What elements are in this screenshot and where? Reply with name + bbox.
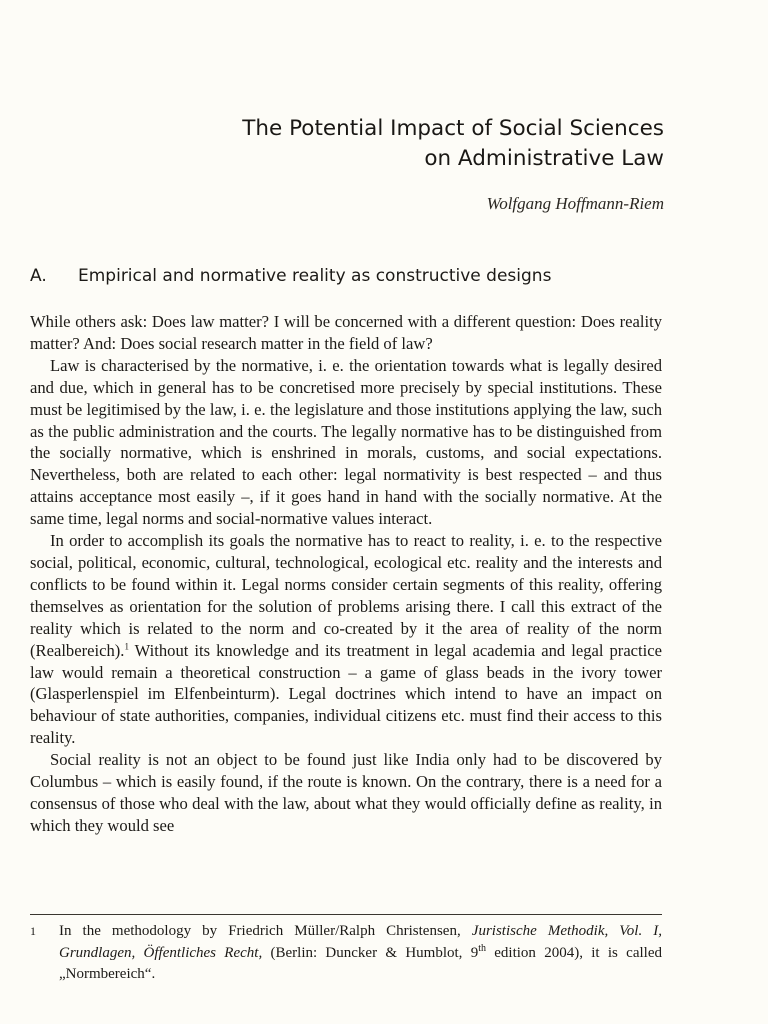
paragraph-4: Social reality is not an object to be found just like India only had to be discovered by Columbus – which is easily found, if the route is known. On the contrary, there is a need for a consensus of those who deal with the law, about what they would officially define as reality, in which they would see bbox=[30, 750, 662, 835]
section-heading bbox=[30, 264, 670, 288]
paragraph-3 bbox=[30, 530, 662, 749]
footnote-text-part-3: edition 2004), it is called „Normbereich“. bbox=[59, 944, 662, 982]
paragraph-2: Law is characterised by the normative, i. e. the orientation towards what is legally desired and due, which in general has to be concretised more precisely by special institutions. These must be legitimised by the law, i. e. the legislature and those institutions applying the law, such as the public administration and the courts. The legally normative has to be distinguished from the socially normative, which is enshrined in morals, customs, and social expectations. Nevertheless, both are related to each other: legal normativity is best respected – and thus attains acceptance most easily –, if it goes hand in hand with the socially normative. At the same time, legal norms and social-normative values interact. bbox=[30, 355, 662, 529]
footnote-text-part-1: In the methodology by Friedrich Müller/Ralph Christensen, bbox=[59, 923, 472, 939]
footnote-text bbox=[59, 921, 662, 986]
footnote-number: 1 bbox=[30, 924, 36, 938]
article-title-line-1: The Potential Impact of Social Sciences bbox=[242, 116, 664, 141]
paragraph-3-part-1: In order to accomplish its goals the normative has to react to reality, i. e. to the respective social, political, economic, cultural, technological, ecological etc. reality and the interests and conflicts to be found within it. Legal norms consider certain segments of this reality, offering themselves as orientation for the solution of problems arising there. I call this extract of the reality which is related to the norm and co-created by it the area of reality of the norm (Realbereich). bbox=[30, 531, 662, 660]
article-title bbox=[242, 114, 664, 174]
paragraph-1: While others ask: Does law matter? I will be concerned with a different question: Does reality matter? And: Does social research matter in the field of law? bbox=[30, 312, 662, 353]
footnote-edition-superscript: th bbox=[478, 942, 486, 954]
article-title-line-2: on Administrative Law bbox=[424, 146, 664, 171]
footnote-book-title: Juristische Methodik, Vol. I, Grundlagen, Öffentliches Recht, bbox=[59, 923, 663, 961]
body-text bbox=[30, 311, 662, 837]
paragraph-3-part-2: Without its knowledge and its treatment in legal academia and legal practice law would remain a theoretical construction – a game of glass beads in the ivory tower (Glasperlenspiel im Elfenbeinturm). Legal doctrines which intend to have an impact on behaviour of state authorities, companies, individual citizens etc. must find their access to this reality. bbox=[30, 640, 662, 748]
author-name: Wolfgang Hoffmann-Riem bbox=[486, 194, 664, 213]
section-letter: A. bbox=[30, 266, 47, 286]
footnote-1 bbox=[30, 921, 662, 986]
footnote-reference-1[interactable]: 1 bbox=[124, 641, 129, 652]
section-heading-text: Empirical and normative reality as constructive designs bbox=[78, 266, 552, 286]
footnote-text-part-2: (Berlin: Duncker & Humblot, 9 bbox=[262, 944, 479, 961]
footnote-divider bbox=[30, 914, 662, 915]
